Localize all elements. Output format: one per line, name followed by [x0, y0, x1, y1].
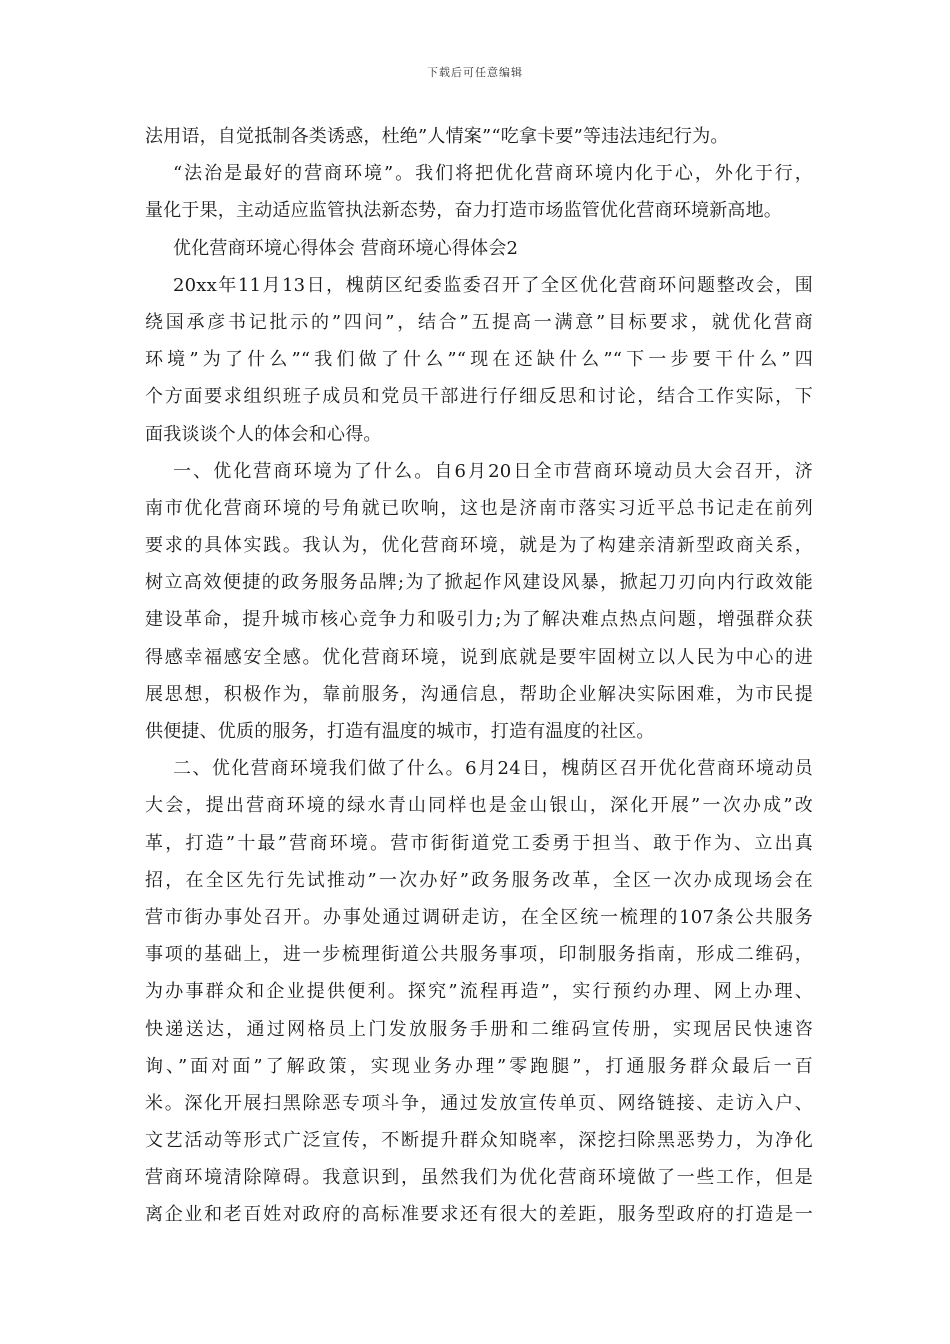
text-line: 为办事群众和企业提供便利。探究”流程再造”，实行预约办理、网上办理、: [145, 981, 813, 1003]
text-line: 事项的基础上，进一步梳理街道公共服务事项，印制服务指南，形成二维码，: [145, 944, 813, 966]
text-line: 环境”为了什么”“我们做了什么”“现在还缺什么”“下一步要干什么”四: [145, 349, 813, 371]
text-line: 个方面要求组织班子成员和党员干部进行仔细反思和讨论，结合工作实际，下: [145, 386, 813, 408]
text-line: 文艺活动等形式广泛宣传，不断提升群众知晓率，深挖扫除黑恶势力，为净化: [145, 1130, 813, 1152]
text-line: 树立高效便捷的政务服务品牌;为了掀起作风建设风暴，掀起刀刃向内行政效能: [145, 572, 813, 594]
text-line: 展思想，积极作为，靠前服务，沟通信息，帮助企业解决实际困难，为市民提: [145, 683, 813, 705]
text-line: 大会，提出营商环境的绿水青山同样也是金山银山，深化开展”一次办成”改: [145, 795, 813, 817]
text-line: 20xx年11月13日，槐荫区纪委监委召开了全区优化营商环问题整改会，围: [173, 274, 813, 296]
text-line: 优化营商环境心得体会 营商环境心得体会2: [173, 237, 519, 259]
text-line: 询、”面对面”了解政策，实现业务办理”零跑腿”，打通服务群众最后一百: [145, 1055, 813, 1077]
text-line: 量化于果，主动适应监管执法新态势，奋力打造市场监管优化营商环境新高地。: [145, 200, 782, 222]
text-line: 革，打造”十最”营商环境。营市街街道党工委勇于担当、敢于作为、立出真: [145, 832, 813, 854]
text-line: 南市优化营商环境的号角就已吹响，这也是济南市落实习近平总书记走在前列: [145, 497, 813, 519]
text-line: 一、优化营商环境为了什么。自6月20日全市营商环境动员大会召开，济: [173, 460, 813, 482]
text-line: 建设革命，提升城市核心竞争力和吸引力;为了解决难点热点问题，增强群众获: [145, 609, 813, 631]
text-line: 营商环境清除障碍。我意识到，虽然我们为优化营商环境做了一些工作，但是: [145, 1167, 813, 1189]
text-line: 绕国承彦书记批示的”四问”，结合”五提高一满意”目标要求，就优化营商: [145, 311, 813, 333]
text-line: 二、优化营商环境我们做了什么。6月24日，槐荫区召开优化营商环境动员: [173, 758, 813, 780]
text-line: 招，在全区先行先试推动”一次办好”政务服务改革，全区一次办成现场会在: [145, 869, 813, 891]
text-line: 得感幸福感安全感。优化营商环境，说到底就是要牢固树立以人民为中心的进: [145, 646, 813, 668]
text-line: 米。深化开展扫黑除恶专项斗争，通过发放宣传单页、网络链接、走访入户、: [145, 1092, 813, 1114]
text-line: 快递送达，通过网格员上门发放服务手册和二维码宣传册，实现居民快速咨: [145, 1018, 813, 1040]
page-header-note: 下载后可任意编辑: [427, 66, 523, 79]
text-line: 离企业和老百姓对政府的高标准要求还有很大的差距，服务型政府的打造是一: [145, 1204, 813, 1226]
document-body: [145, 118, 813, 1234]
text-line: 法用语，自觉抵制各类诱惑，杜绝”人情案”“吃拿卡要”等违法违纪行为。: [145, 126, 729, 147]
text-line: 要求的具体实践。我认为，优化营商环境，就是为了构建亲清新型政商关系，: [145, 535, 813, 557]
text-line: “法治是最好的营商环境”。我们将把优化营商环境内化于心，外化于行，: [173, 163, 813, 185]
text-line: 面我谈谈个人的体会和心得。: [145, 423, 382, 445]
text-line: 供便捷、优质的服务，打造有温度的城市，打造有温度的社区。: [145, 721, 655, 742]
text-line: 营市街办事处召开。办事处通过调研走访，在全区统一梳理的107条公共服务: [145, 906, 813, 928]
